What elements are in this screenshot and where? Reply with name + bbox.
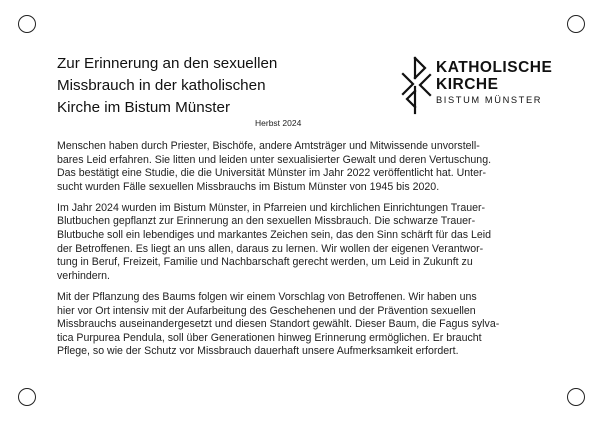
date-label: Herbst 2024	[255, 118, 302, 128]
paragraph	[57, 140, 552, 194]
mounting-hole-top-left	[18, 15, 36, 33]
text-line: Das bestätigt eine Studie, die die Universität Münster im Jahr 2022 veröffentlicht hat. Unter-	[57, 167, 487, 180]
mounting-hole-top-right	[567, 15, 585, 33]
text-line: Pflege, so wie der Schutz vor Missbrauch dauerhaft unsere Aufmerksamkeit erfordert.	[57, 345, 459, 358]
body-text	[57, 140, 552, 366]
text-line: Blutbuche soll ein lebendiges und markantes Zeichen sein, das den Sinn schärft für das Leid	[57, 229, 492, 242]
text-line: sucht wurden Fälle sexuellen Missbrauchs im Bistum Münster von 1945 bis 2020.	[57, 180, 440, 193]
text-line: hier vor Ort intensiv mit der Aufarbeitung des Geschehenen und der Prävention sexuellen	[57, 304, 476, 317]
mounting-hole-bottom-right	[567, 388, 585, 406]
logo	[399, 55, 559, 117]
paragraph	[57, 202, 552, 284]
logo-text-line: KATHOLISCHE	[436, 59, 553, 76]
text-line: verhindern.	[57, 269, 110, 282]
page-title	[57, 53, 317, 119]
text-line: tica Purpurea Pendula, soll über Generationen hinweg Erinnerung ermöglichen. Er braucht	[57, 331, 482, 344]
cross-geometric-icon	[399, 55, 435, 117]
text-line: Blutbuchen gepflanzt zur Erinnerung an den sexuellen Missbrauch. Die schwarze Trauer-	[57, 215, 476, 228]
text-line: der Betroffenen. Es liegt an uns allen, daraus zu lernen. Wir wollen der eigenen Verantwor-	[57, 242, 484, 255]
text-line: Missbrauchs auseinandergesetzt und diesen Standort gewählt. Dieser Baum, die Fagus sylva-	[57, 318, 500, 331]
text-line: Im Jahr 2024 wurden im Bistum Münster, in Pfarreien und kirchlichen Einrichtungen Trauer-	[57, 201, 486, 214]
title-line: Kirche im Bistum Münster	[57, 99, 231, 116]
title-line: Zur Erinnerung an den sexuellen	[57, 55, 278, 72]
title-line: Missbrauch in der katholischen	[57, 77, 266, 94]
text-line: tung in Beruf, Freizeit, Familie und Nachbarschaft gerecht werden, um Leid in Zukunft zu	[57, 256, 473, 269]
logo-subtitle: BISTUM MÜNSTER	[436, 95, 543, 105]
logo-text-line: KIRCHE	[436, 76, 499, 93]
text-line: Mit der Pflanzung des Baums folgen wir einem Vorschlag von Betroffenen. Wir haben uns	[57, 290, 477, 303]
text-line: bares Leid erfahren. Sie litten und leiden unter sexualisierter Gewalt und deren Vertuschung.	[57, 153, 492, 166]
mounting-hole-bottom-left	[18, 388, 36, 406]
text-line: Menschen haben durch Priester, Bischöfe, andere Amtsträger und Mitwissende unvorstell-	[57, 140, 480, 152]
paragraph	[57, 291, 552, 359]
